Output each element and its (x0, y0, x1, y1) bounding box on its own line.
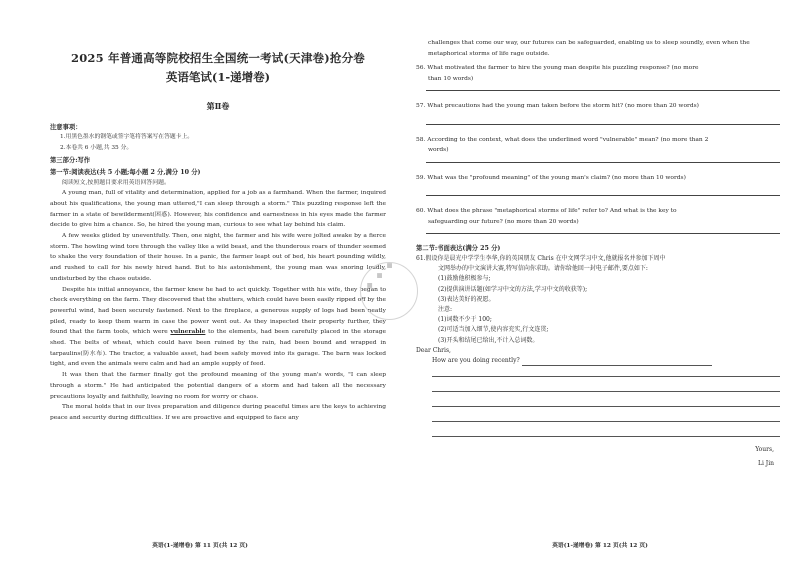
passage-text: to the elements, had been carefully placed in the storage shed. The belts of wheat, which could have been ruined by the rain, had been bound and wrapped in tarpaulins(防水布). The tractor, a valuable asset, had been safely moved into its garage. The barn was locked tight, and even the animals were calm and had an ample supply of feed. (50, 329, 386, 368)
passage-paragraph: A young man, full of vitality and determination, applied for a job as a farmhand. When the farmer, inquired about his qualifications, the young man uttered,"I can sleep through a storm." This puzzling response left the farmer in a state of bewilderment(困惑). However, his confidence and earnestness in his eyes made the farmer decide to give him a chance. So, he hired the young man, curious to see what lay behind his claim. (50, 190, 386, 229)
section1-heading: 第一节:阅读表达(共 5 小题;每小题 2 分,满分 10 分) (50, 168, 201, 176)
question-57: 57. What precautions had the young man taken before the storm hit? (no more than 20 words) (416, 103, 699, 109)
answer-line[interactable] (426, 156, 780, 163)
right-page (400, 0, 800, 563)
question-59: 59. What was the "profound meaning" of the young man's claim? (no more than 10 words) (416, 174, 686, 181)
task-point: (3)表达美好的祝愿。 (438, 295, 495, 303)
question-56-cont: than 10 words) (428, 75, 474, 82)
task-rule: (2)可适当加入细节,使内容充实,行文连贯; (438, 326, 549, 334)
letter-opening-row (416, 356, 780, 366)
letter-closing: Yours, (755, 445, 774, 453)
writing-task-cont: 文网举办的中文演讲大赛,特写信向你求助。请你给他回一封电子邮件,要点如下: (438, 265, 648, 273)
writing-line[interactable] (432, 366, 780, 377)
answer-line[interactable] (426, 118, 780, 125)
writing-line[interactable] (432, 411, 780, 422)
section2-heading: 第二节:书面表达(满分 25 分) (416, 245, 501, 252)
watermark: ◆ ◆ ◆ (363, 258, 398, 292)
passage-continuation: challenges that come our way, our futures can be safeguarded, enabling us to sleep soundly, even when the metaphorical storms of life rage outside. (428, 40, 750, 57)
question-56: 56. What motivated the farmer to hire the young man despite his puzzling response? (no more (416, 65, 699, 71)
section1-instruction: 阅读短文,按照题目要求用英语回答问题。 (62, 179, 170, 186)
question-58-cont: words) (428, 147, 449, 153)
passage-text: Despite his initial annoyance, the farmer knew he had to act quickly. Together with his wife, they began to check everything on the farm. They discovered that the shutters, which could have been easily ripped off by the powerful wind, had been securely fastened. Next to the fireplace, a generous supply of logs had been neatly piled, ready to keep them warm in case the power went out. As they inspected their property further, they found that the farm tools, which were (50, 286, 386, 336)
writing-line[interactable] (432, 426, 780, 437)
underlined-word: vulnerable (170, 328, 206, 336)
notes-header: 注意事项： (50, 124, 82, 131)
attention-label: 注意: (438, 306, 453, 314)
question-60: 60. What does the phrase "metaphorical storms of life" refer to? And what is the key to (416, 208, 677, 214)
page-footer: 英语(1-递增卷) 第 12 页(共 12 页) (552, 543, 648, 549)
note-item: 2.本卷共 6 小题,共 35 分。 (60, 144, 133, 151)
writing-line[interactable] (432, 396, 780, 407)
passage-paragraph (50, 285, 386, 371)
writing-task: 61.假设你是晨光中学学生李华,你的英国朋友 Chris 在中文网学习中文,他就报名并参加下周中 (416, 255, 666, 262)
letter-opening: How are you doing recently? (432, 356, 520, 364)
task-rule: (3)开头和结尾已给出,不计入总词数。 (438, 336, 539, 344)
exam-title: 2025 年普通高等院校招生全国统一考试(天津卷)抢分卷 (71, 51, 365, 65)
page-footer: 英语(1-递增卷) 第 11 页(共 12 页) (152, 543, 248, 549)
answer-line[interactable] (426, 227, 780, 234)
question-60-cont: safeguarding our future? (no more than 20 words) (428, 218, 579, 225)
writing-line[interactable] (522, 359, 712, 366)
note-item: 1.用黑色墨水的钢笔或签字笔将答案写在答题卡上。 (60, 134, 194, 140)
answer-line[interactable] (426, 84, 780, 91)
passage-paragraph: A few weeks glided by uneventfully. Then, one night, the farmer and his wife were jolted awake by a fierce storm. The howling wind tore through the valley like a wild beast, and the thunderous roars of thunder seemed to shake the very foundation of their house. In a panic, the farmer leapt out of bed, his heart pounding wildly, and rushed to call for his newly hired hand. But to his astonishment, the young man was snoring loudly, undisturbed by the chaos outside. (50, 233, 386, 282)
exam-subtitle: 英语笔试(1-递增卷) (165, 70, 271, 84)
passage-paragraph: The moral holds that in our lives preparation and diligence during peaceful times are the keys to achieving peace and security during difficulties. If we are proactive and equipped to face any (50, 404, 386, 421)
task-rule: (1)词数不少于 100; (438, 316, 492, 324)
task-point: (1)鼓励他积极参与; (438, 275, 491, 283)
letter-greeting: Dear Chris, (416, 346, 451, 354)
part-label: 第Ⅱ卷 (206, 101, 230, 111)
part3-heading: 第三部分:写作 (50, 156, 91, 164)
answer-line[interactable] (426, 189, 780, 196)
passage-paragraph: It was then that the farmer finally got the profound meaning of the young man's words, "I can sleep through a storm." He had anticipated the potential dangers of a storm and had taken all the necessary precautions loyally and faithfully, leaving no room for worry or chaos. (50, 372, 386, 400)
question-58: 58. According to the context, what does the underlined word "vulnerable" mean? (no more than 2 (416, 136, 709, 143)
task-point: (2)提供演讲话题(如学习中文的方法,学习中文的收获等); (438, 285, 588, 293)
letter-signature: Li Jin (758, 459, 774, 467)
writing-line[interactable] (432, 381, 780, 392)
